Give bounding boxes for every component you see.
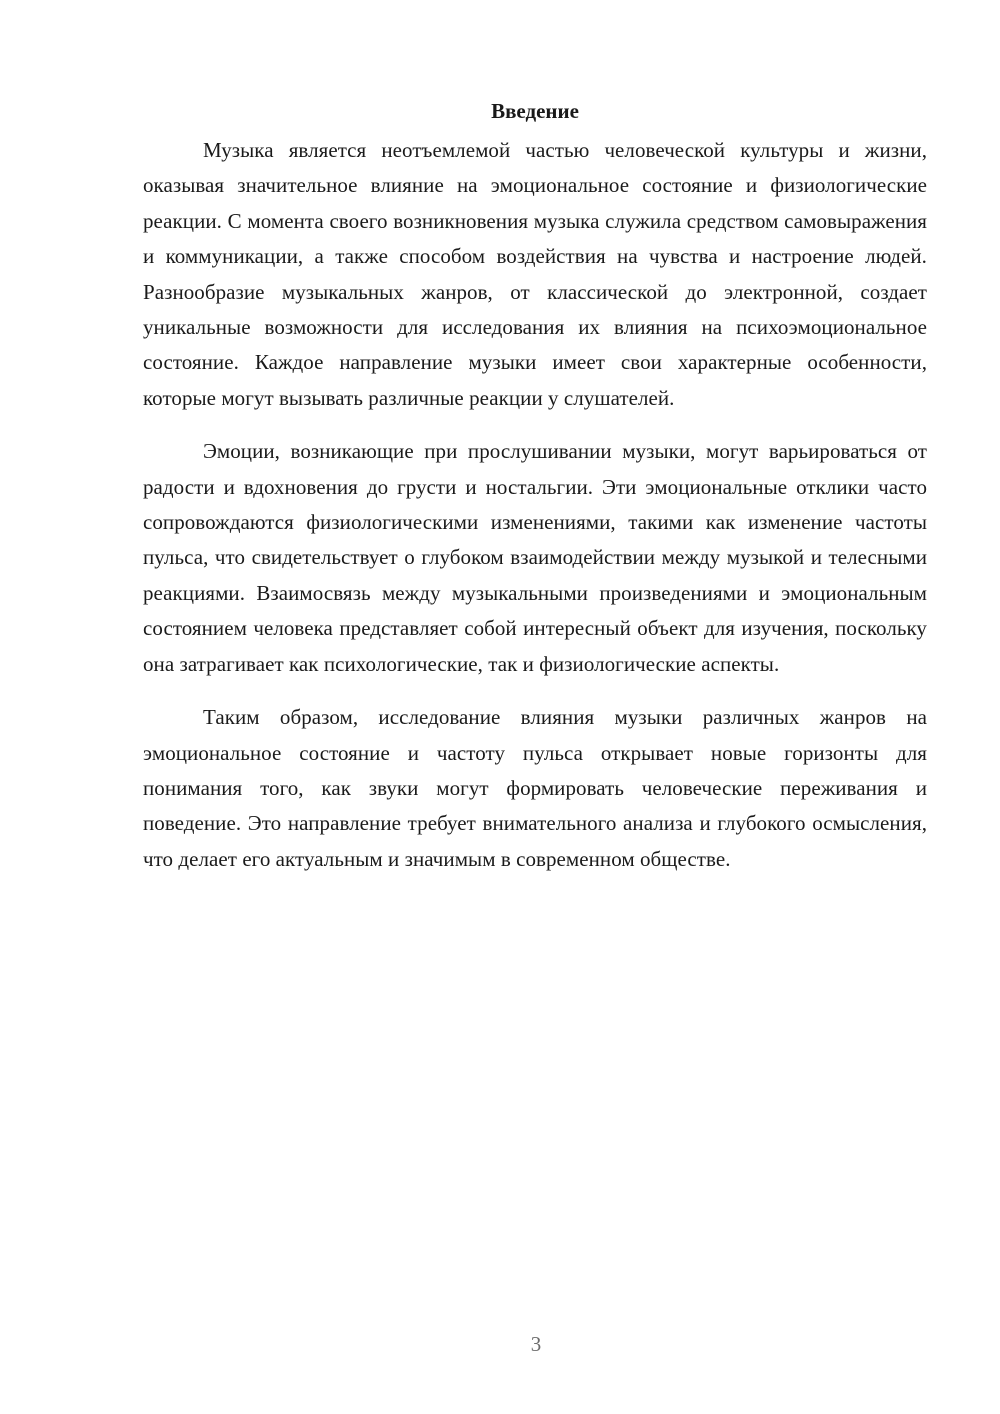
paragraph-3: Таким образом, исследование влияния музыки различных жанров на эмоциональное состояние и частоту пульса открывает новые горизонты для понимания того, как звуки могут формировать человеческие переживания и поведение. Это направление требует внимательного анализа и глубокого осмысления, что делает его актуальным и значимым в современном обществе. xyxy=(143,705,927,871)
document-body xyxy=(143,93,927,877)
page-number: 3 xyxy=(530,1332,542,1356)
section-heading: Введение xyxy=(491,99,579,123)
paragraph-1: Музыка является неотъемлемой частью человеческой культуры и жизни, оказывая значительное влияние на эмоциональное состояние и физиологические реакции. С момента своего возникновения музыка служила средством самовыражения и коммуникации, а также способом воздействия на чувства и настроение людей. Разнообразие музыкальных жанров, от классической до электронной, создает уникальные возможности для исследования их влияния на психоэмоциональное состояние. Каждое направление музыки имеет свои характерные особенности, которые могут вызывать различные реакции у слушателей. xyxy=(143,138,927,410)
paragraph-2: Эмоции, возникающие при прослушивании музыки, могут варьироваться от радости и вдохновения до грусти и ностальгии. Эти эмоциональные отклики часто сопровождаются физиологическими изменениями, такими как изменение частоты пульса, что свидетельствует о глубоком взаимодействии между музыкой и телесными реакциями. Взаимосвязь между музыкальными произведениями и эмоциональным состоянием человека представляет собой интересный объект для изучения, поскольку она затрагивает как психологические, так и физиологические аспекты. xyxy=(143,439,927,676)
